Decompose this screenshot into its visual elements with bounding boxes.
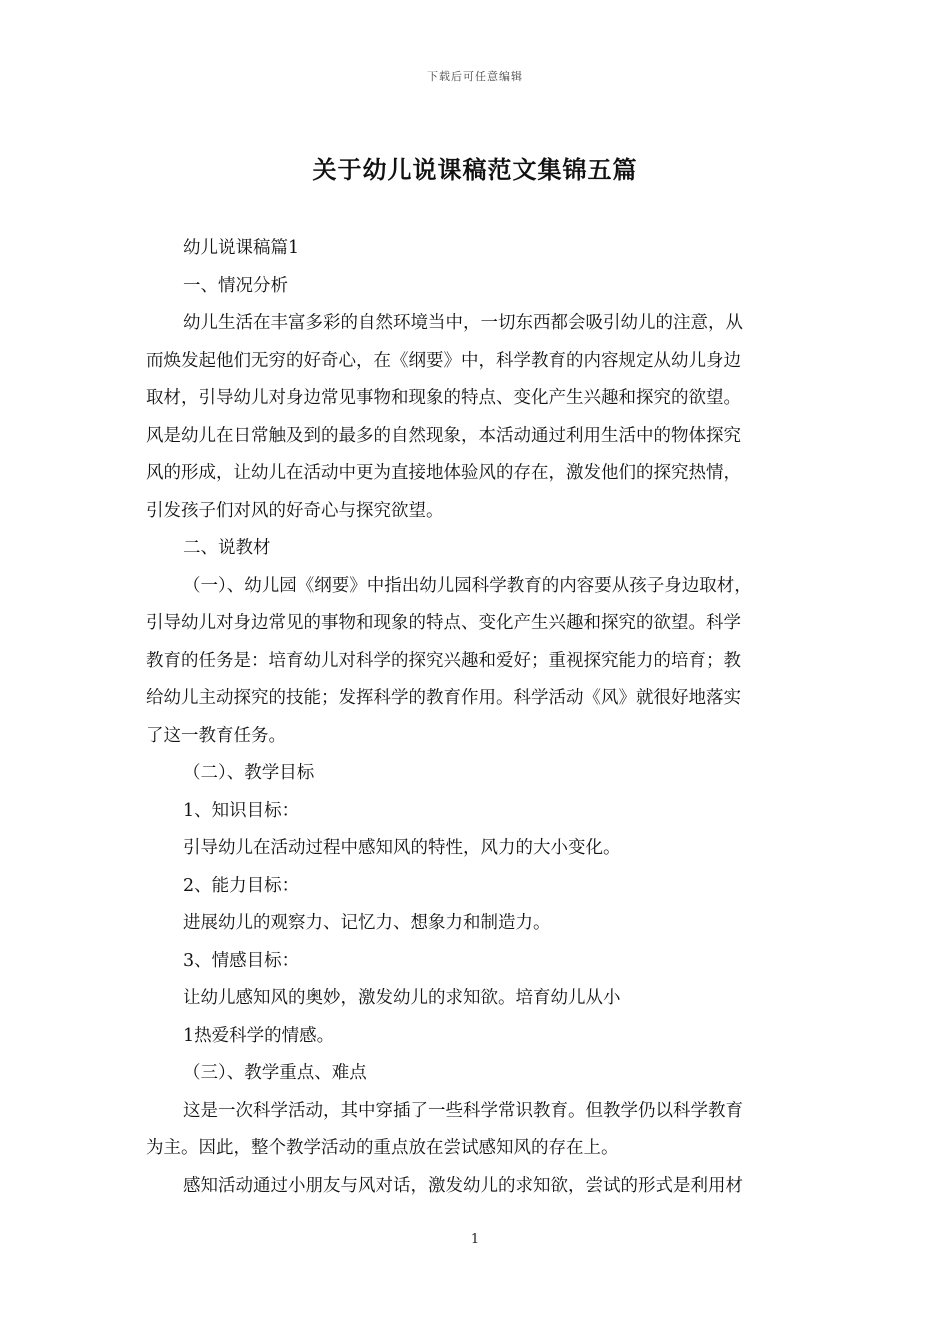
body-line: 了这一教育任务。 bbox=[146, 725, 286, 746]
body-line: （三）、教学重点、难点 bbox=[183, 1063, 367, 1083]
page-number: 1 bbox=[470, 1232, 480, 1247]
document-title: 关于幼儿说课稿范文集锦五篇 bbox=[312, 155, 638, 184]
body-line: 而焕发起他们无穷的好奇心，在《纲要》中，科学教育的内容规定从幼儿身边 bbox=[146, 350, 741, 371]
body-line: 这是一次科学活动，其中穿插了一些科学常识教育。但教学仍以科学教育 bbox=[183, 1100, 743, 1121]
body-line: 给幼儿主动探究的技能；发挥科学的教育作用。科学活动《风》就很好地落实 bbox=[146, 688, 741, 708]
body-line: 感知活动通过小朋友与风对话，激发幼儿的求知欲，尝试的形式是利用材 bbox=[183, 1175, 743, 1196]
body-line: 2、能力目标： bbox=[183, 875, 300, 896]
body-line: 一、情况分析 bbox=[183, 275, 288, 296]
body-line: 1热爱科学的情感。 bbox=[183, 1025, 335, 1046]
body-line: 取材，引导幼儿对身边常见事物和现象的特点、变化产生兴趣和探究的欲望。 bbox=[146, 388, 741, 408]
body-line: 教育的任务是：培育幼儿对科学的探究兴趣和爱好；重视探究能力的培育；教 bbox=[146, 650, 741, 671]
document-body bbox=[146, 230, 806, 1205]
body-line: 为主。因此，整个教学活动的重点放在尝试感知风的存在上。 bbox=[146, 1138, 619, 1158]
body-line: 进展幼儿的观察力、记忆力、想象力和制造力。 bbox=[183, 913, 551, 933]
body-line: 幼儿生活在丰富多彩的自然环境当中，一切东西都会吸引幼儿的注意，从 bbox=[183, 313, 743, 333]
body-line: （二）、教学目标 bbox=[183, 763, 315, 783]
body-line: 二、说教材 bbox=[183, 538, 271, 558]
body-line: 引发孩子们对风的好奇心与探究欲望。 bbox=[146, 500, 444, 521]
body-line: 风是幼儿在日常触及到的最多的自然现象，本活动通过利用生活中的物体探究 bbox=[146, 425, 741, 446]
body-line: 引导幼儿对身边常见的事物和现象的特点、变化产生兴趣和探究的欲望。科学 bbox=[146, 613, 741, 633]
body-line: 1、知识目标： bbox=[183, 800, 300, 821]
header-note: 下载后可任意编辑 bbox=[427, 70, 523, 83]
body-line: 让幼儿感知风的奥妙，激发幼儿的求知欲。培育幼儿从小 bbox=[183, 988, 621, 1008]
body-line: 引导幼儿在活动过程中感知风的特性，风力的大小变化。 bbox=[183, 838, 621, 858]
body-line: （一）、幼儿园《纲要》中指出幼儿园科学教育的内容要从孩子身边取材， bbox=[183, 575, 752, 596]
body-line: 3、情感目标： bbox=[183, 950, 300, 971]
body-line: 幼儿说课稿篇1 bbox=[183, 238, 300, 258]
body-line: 风的形成，让幼儿在活动中更为直接地体验风的存在，激发他们的探究热情， bbox=[146, 463, 741, 483]
